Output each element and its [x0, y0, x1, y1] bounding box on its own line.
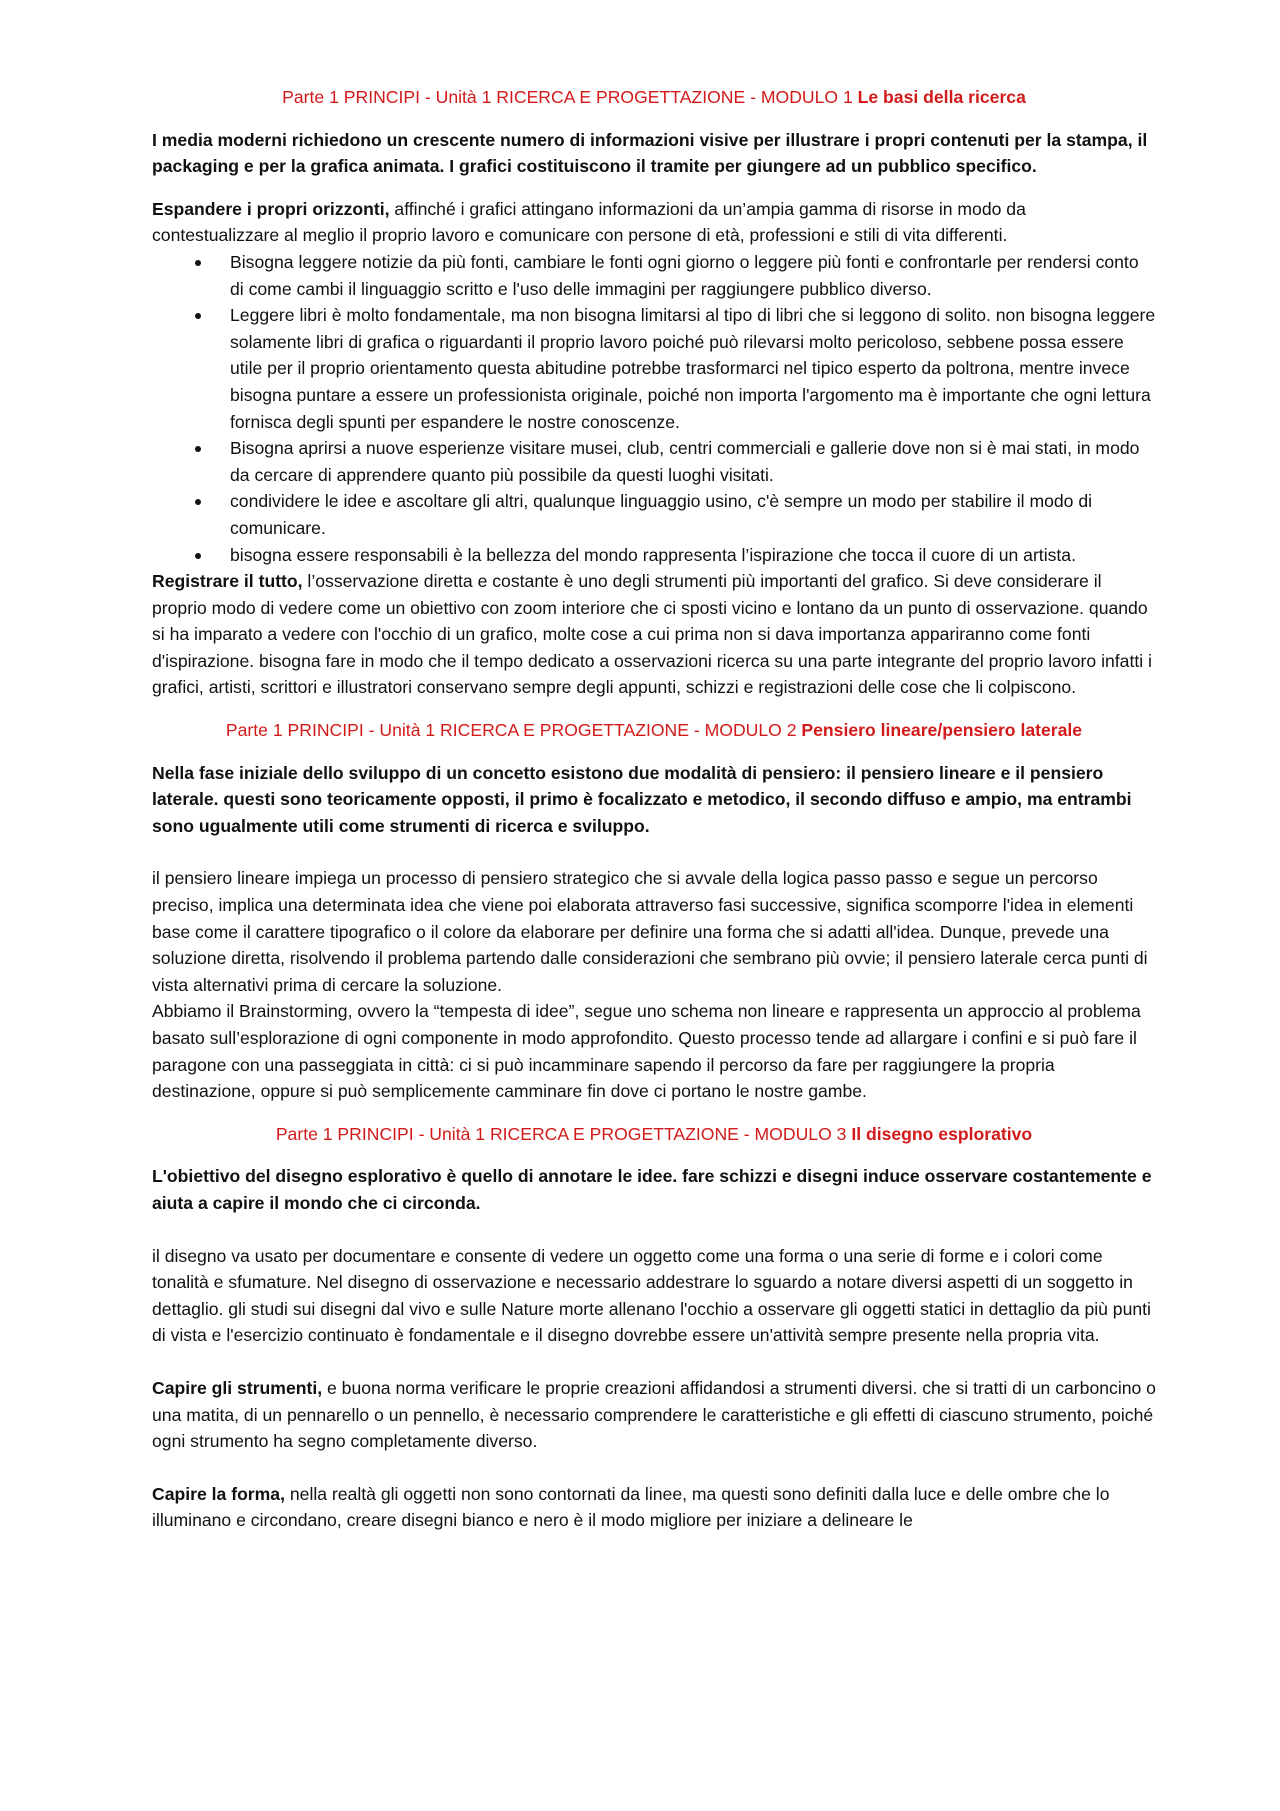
- list-item-text: condividere le idee e ascoltare gli altri, qualunque linguaggio usino, c'è sempre un modo per stabilire il modo di comunicare.: [230, 491, 1093, 538]
- list-item: [230, 302, 1156, 435]
- section-text: l’osservazione diretta e costante è uno degli strumenti più importanti del grafico. Si deve considerare il proprio modo di vedere come un obiettivo con zoom interiore che ci sposti vicino e lontano da un punto di osservazione. quando si ha imparato a vedere con l'occhio di un grafico, molte cose a cui prima non si dava importanza appariranno come fonti d'ispirazione. bisogna fare in modo che il tempo dedicato a osservazioni ricerca su una parte integrante del proprio lavoro infatti i grafici, artisti, scrittori e illustratori conservano sempre degli appunti, schizzi e registrazioni delle cose che li colpiscono.: [152, 571, 1152, 698]
- module-3-heading-prefix: Parte 1 PRINCIPI - Unità 1 RICERCA E PROGETTAZIONE - MODULO 3: [275, 1123, 852, 1144]
- module-2-heading-title: Pensiero lineare/pensiero laterale: [801, 720, 1083, 741]
- bullet-list: [152, 249, 1156, 568]
- module-2-heading: [152, 717, 1156, 744]
- module-3-heading: [152, 1121, 1156, 1148]
- module-3-intro: L'obiettivo del disegno esplorativo è quello di annotare le idee. fare schizzi e disegni induce osservare costantemente e aiuta a capire il mondo che ci circonda.: [152, 1166, 1152, 1213]
- list-item-text: Leggere libri è molto fondamentale, ma non bisogna limitarsi al tipo di libri che si leggono di solito. non bisogna leggere solamente libri di grafica o riguardanti il proprio lavoro poiché può rilevarsi molto pericoloso, sebbene possa essere utile per il proprio orientamento questa abitudine potrebbe trasformarci nel tipico esperto da poltrona, mentre invece bisogna puntare a essere un professionista originale, poiché non importa l'argomento ma è importante che ogni lettura fornisca degli spunti per espandere le nostre conoscenze.: [230, 305, 1156, 432]
- module-2-paragraph: il pensiero lineare impiega un processo di pensiero strategico che si avvale della logica passo passo e segue un percorso preciso, implica una determinata idea che viene poi elaborata attraverso fasi successive, significa scomporre l'idea in elementi base come il carattere tipografico o il colore da elaborare per definire una forma che si adatti all'idea. Dunque, prevede una soluzione diretta, risolvendo il problema partendo dalle considerazioni che sembrano più ovvie; il pensiero laterale cerca punti di vista alternativi prima di cercare la soluzione.: [152, 868, 1148, 995]
- module-1-section-record: [152, 568, 1156, 701]
- list-item-text: Bisogna leggere notizie da più fonti, cambiare le fonti ogni giorno o leggere più fonti e confrontarle per rendersi conto di come cambi il linguaggio scritto e l'uso delle immagini per raggiungere pubblico diverso.: [230, 251, 1139, 299]
- module-3-paragraph: il disegno va usato per documentare e consente di vedere un oggetto come una forma o una serie di forme e i colori come tonalità e sfumature. Nel disegno di osservazione e necessario addestrare lo sguardo a notare diversi aspetti di un soggetto in dettaglio. gli studi sui disegni dal vivo e sulle Nature morte allenano l'occhio a osservare gli oggetti statici in dettaglio da più punti di vista e l'esercizio continuato è fondamentale e il disegno dovrebbe essere un'attività sempre presente nella propria vita.: [152, 1245, 1151, 1346]
- module-1-section-expand: [152, 196, 1156, 249]
- module-1: [152, 84, 1156, 701]
- list-item-text: Bisogna aprirsi a nuove esperienze visitare musei, club, centri commerciali e gallerie dove non si è mai stati, in modo da cercare di apprendere quanto più possibile da questi luoghi visitati.: [230, 438, 1140, 485]
- module-1-intro: I media moderni richiedono un crescente numero di informazioni visive per illustrare i propri contenuti per la stampa, il packaging e per la grafica animata. I grafici costituiscono il tramite per giungere ad un pubblico specifico.: [152, 129, 1148, 177]
- list-item: [230, 435, 1156, 488]
- list-item-text: bisogna essere responsabili è la bellezza del mondo rappresenta l’ispirazione che tocca il cuore di un artista.: [230, 544, 1076, 565]
- section-text: nella realtà gli oggetti non sono contornati da linee, ma questi sono definiti dalla luce e delle ombre che lo illuminano e circondano, creare disegni bianco e nero è il modo migliore per iniziare a delineare le: [152, 1483, 1110, 1531]
- module-2: [152, 717, 1156, 1105]
- module-2-intro: Nella fase iniziale dello sviluppo di un concetto esistono due modalità di pensiero: il pensiero lineare e il pensiero laterale. questi sono teoricamente opposti, il primo è focalizzato e metodico, il secondo diffuso e ampio, ma entrambi sono ugualmente utili come strumenti di ricerca e sviluppo.: [152, 762, 1132, 836]
- section-lead: Capire gli strumenti,: [152, 1377, 323, 1398]
- module-2-paragraph: Abbiamo il Brainstorming, ovvero la “tempesta di idee”, segue uno schema non lineare e rappresenta un approccio al problema basato sull’esplorazione di ogni componente in modo approfondito. Questo processo tende ad allargare i confini e si può fare il paragone con una passeggiata in città: ci si può incamminare sapendo il percorso da fare per raggiungere la propria destinazione, oppure si può semplicemente camminare fin dove ci portano le nostre gambe.: [152, 1001, 1141, 1102]
- list-item: [230, 249, 1156, 302]
- section-text: e buona norma verificare le proprie creazioni affidandosi a strumenti diversi. che si tratti di un carboncino o una matita, di un pennarello o un pennello, è necessario comprendere le caratteristiche e gli effetti di ciascuno strumento, poiché ogni strumento ha segno completamente diverso.: [152, 1377, 1156, 1452]
- module-1-heading: [152, 84, 1156, 111]
- section-lead: Registrare il tutto,: [152, 571, 303, 592]
- section-lead: Capire la forma,: [152, 1483, 285, 1504]
- module-1-heading-prefix: Parte 1 PRINCIPI - Unità 1 RICERCA E PROGETTAZIONE - MODULO 1: [282, 87, 858, 107]
- bullet-icon: [195, 313, 201, 319]
- bullet-icon: [195, 499, 201, 505]
- bullet-icon: [195, 553, 201, 559]
- module-1-heading-title: Le basi della ricerca: [857, 87, 1026, 107]
- module-3-section-form: [152, 1481, 1156, 1534]
- module-3-section-tools: [152, 1375, 1156, 1455]
- module-3: [152, 1121, 1156, 1534]
- list-item: [230, 542, 1156, 569]
- list-item: [230, 488, 1156, 541]
- section-lead: Espandere i propri orizzonti,: [152, 198, 390, 219]
- section-text: affinché i grafici attingano informazioni da un’ampia gamma di risorse in modo da contestualizzare al meglio il proprio lavoro e comunicare con persone di età, professioni e stili di vita differenti.: [152, 198, 1026, 246]
- module-3-heading-title: Il disegno esplorativo: [851, 1123, 1033, 1144]
- bullet-icon: [195, 446, 201, 452]
- module-2-heading-prefix: Parte 1 PRINCIPI - Unità 1 RICERCA E PROGETTAZIONE - MODULO 2: [225, 720, 802, 741]
- bullet-icon: [195, 260, 201, 266]
